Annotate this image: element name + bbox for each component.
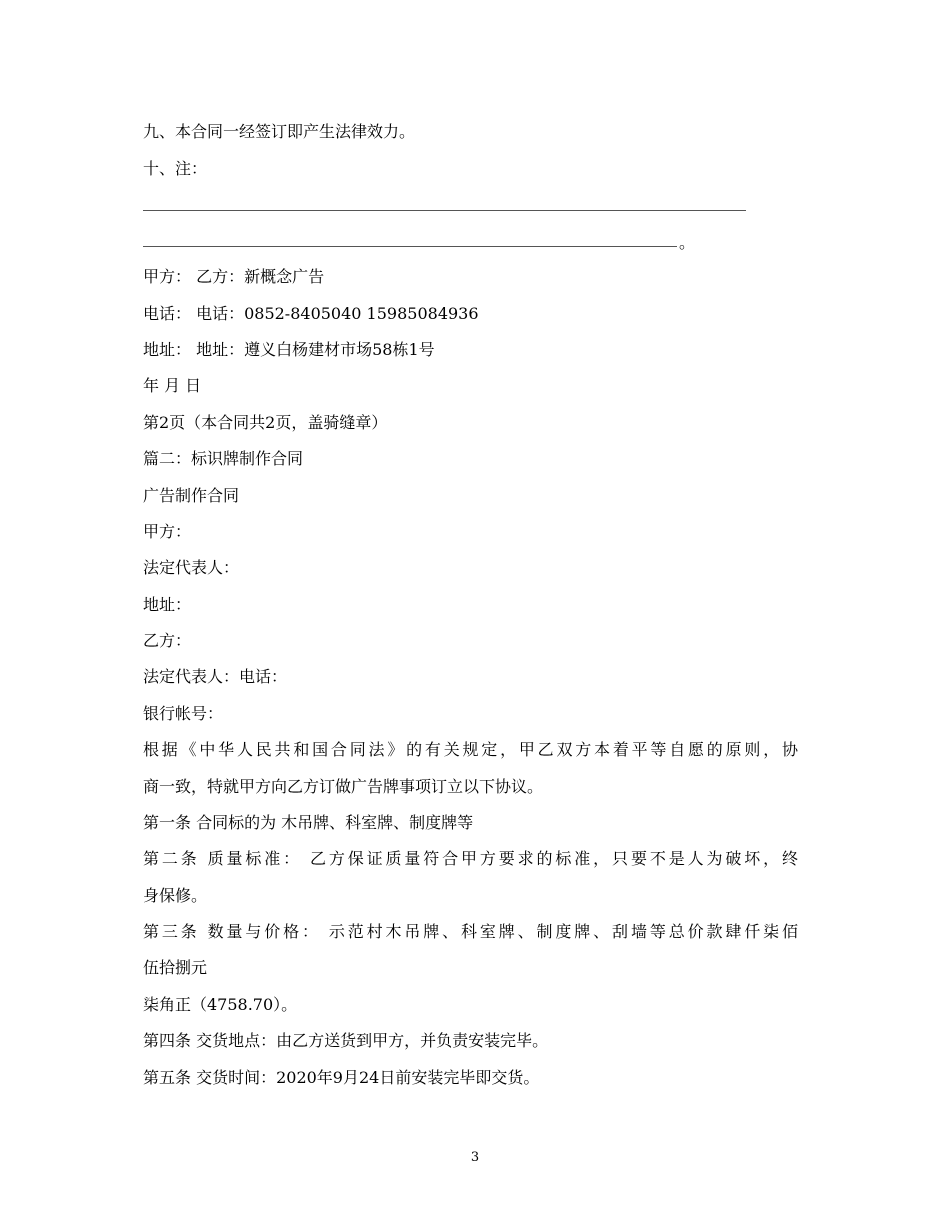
legal-representative-phone-label: 法定代表人：电话： — [143, 667, 288, 686]
party-a-label: 甲方： — [143, 522, 192, 541]
date-line: 年 月 日 — [143, 376, 202, 395]
article-two-line-1: 第二条 质量标准： 乙方保证质量符合甲方要求的标准，只要不是人为破坏，终 — [143, 849, 798, 868]
article-five: 第五条 交货时间：2020年9月24日前安装完毕即交货。 — [143, 1068, 540, 1087]
address-label: 地址： — [143, 595, 192, 614]
blank-fill-line — [143, 246, 677, 247]
page-note: 第2页（本合同共2页，盖骑缝章） — [143, 413, 388, 432]
preamble-line-2: 商一致，特就甲方向乙方订做广告牌事项订立以下协议。 — [143, 777, 544, 796]
party-b-label: 乙方： — [143, 631, 192, 650]
article-one: 第一条 合同标的为 木吊牌、科室牌、制度牌等 — [143, 813, 474, 832]
article-four: 第四条 交货地点：由乙方送货到甲方，并负责安装完毕。 — [143, 1031, 549, 1050]
section-heading: 篇二：标识牌制作合同 — [143, 449, 304, 468]
article-two-line-2: 身保修。 — [143, 886, 208, 905]
article-three-line-2: 伍拾捌元 — [143, 958, 208, 977]
clause-nine: 九、本合同一经签订即产生法律效力。 — [143, 122, 416, 141]
contract-title: 广告制作合同 — [143, 486, 240, 505]
blank-fill-line — [143, 210, 746, 211]
clause-ten-note: 十、注： — [143, 159, 208, 178]
article-three-line-3: 柒角正（4758.70）。 — [143, 995, 298, 1014]
legal-representative-label: 法定代表人： — [143, 558, 240, 577]
bank-account-label: 银行帐号： — [143, 704, 224, 723]
article-three-line-1: 第三条 数量与价格： 示范村木吊牌、科室牌、制度牌、刮墙等总价款肆仟柒佰 — [143, 922, 798, 941]
page-number: 3 — [470, 1150, 480, 1165]
party-addresses: 地址： 地址：遵义白杨建材市场58栋1号 — [143, 340, 435, 359]
blank-line-period: 。 — [679, 233, 696, 252]
party-phones: 电话： 电话：0852-8405040 15985084936 — [143, 304, 479, 323]
preamble-line-1: 根据《中华人民共和国合同法》的有关规定，甲乙双方本着平等自愿的原则，协 — [143, 740, 798, 759]
party-names: 甲方： 乙方：新概念广告 — [143, 267, 325, 286]
